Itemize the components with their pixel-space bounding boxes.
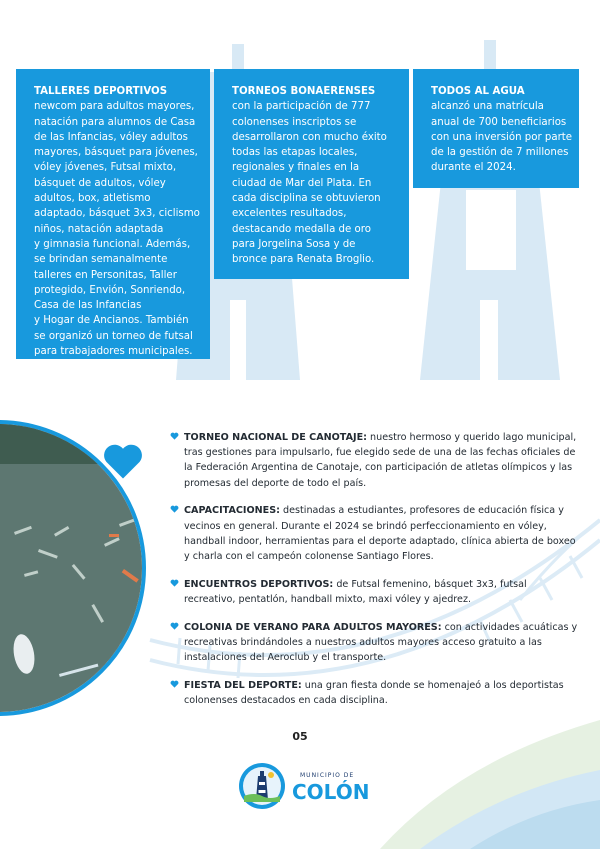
card-body: alcanzó una matrícula anual de 700 beneficiarios con una inversión por parte de la gestión de 7 millones durante el 2024. [431,101,573,174]
heart-icon [170,432,179,440]
municipio-colon-logo [238,760,378,812]
item-title: ENCUENTROS DEPORTIVOS: [184,578,334,590]
item-text: nuestro hermoso y querido lago municipal, tras gestiones para impulsarlo, fue elegido sede de una de las fechas oficiales de la Federación Argentina de Canotaje, con participación de atletas olímpicos y las promesas del deporte de todo el país. [184,432,577,489]
heart-icon [170,622,179,630]
item-text: de Futsal femenino, básquet 3x3, futsal recreativo, pentatlón, handball mixto, maxi vóley y ajedrez. [184,578,527,605]
activities-list [170,430,580,721]
item-title: TORNEO NACIONAL DE CANOTAJE: [184,432,367,443]
item-title: CAPACITACIONES: [184,505,280,517]
item-text: una gran fiesta donde se homenajeó a los deportistas colonenses destacados en cada disciplina. [184,679,564,706]
page-number: 05 [292,730,308,743]
list-item [170,577,580,607]
colon-logo-icon [238,762,286,810]
item-text: destinadas a estudiantes, profesores de educación física y vecinos en general. Durante el 2024 se brindó perfeccionamiento en vóley, handball indoor, herramientas para el deporte adaptado, clínica abierta de boxeo y charla con el campeón colonense Santiago Flores. [184,505,576,562]
card-title: TODOS AL AGUA [431,86,525,97]
item-text: con actividades acuáticas y recreativas brindándoles a nuestros adultos mayores acceso gratuito a las instalaciones del Aeroclub y el transporte. [184,621,578,663]
list-item [170,430,580,491]
card-talleres-deportivos [16,69,210,359]
logo-title: COLÓN [292,780,370,804]
card-body: con la participación de 777 colonenses inscriptos se desarrollaron con mucho éxito todas las etapas locales, regionales y finales en la ciudad de Mar del Plata. En cada disciplina se obtuvieron excelentes resultados, destacando medalla de oro para Jorgelina Sosa y de bronce para Renata Broglio. [232,101,387,266]
list-item [170,620,580,666]
heart-icon [170,505,179,513]
logo-subtitle: MUNICIPIO DE [300,772,355,779]
item-title: COLONIA DE VERANO PARA ADULTOS MAYORES: [184,621,442,633]
card-title: TALLERES DEPORTIVOS [34,86,168,97]
heart-icon [170,579,179,587]
card-todos-al-agua [413,69,579,188]
item-title: FIESTA DEL DEPORTE: [184,679,302,691]
heart-icon [102,441,144,481]
list-item [170,678,580,708]
card-torneos-bonaerenses [214,69,409,279]
card-body: newcom para adultos mayores, natación para alumnos de Casa de las Infancias, vóley adultos mayores, básquet para jóvenes, vóley jóvenes, Futsal mixto, básquet de adultos, vóley adultos, box, atletismo adaptado, básquet 3x3, ciclismo niños, natación adaptada y gimnasia funcional. Además, se brindan semanalmente talleres en Personitas, Taller protegido, Envión, Sonriendo, Casa de las Infancias y Hogar de Ancianos. También se organizó un torneo de futsal para trabajadores municipales. [34,101,200,358]
heart-icon [170,680,179,688]
list-item [170,503,580,564]
card-title: TORNEOS BONAERENSES [232,86,376,97]
